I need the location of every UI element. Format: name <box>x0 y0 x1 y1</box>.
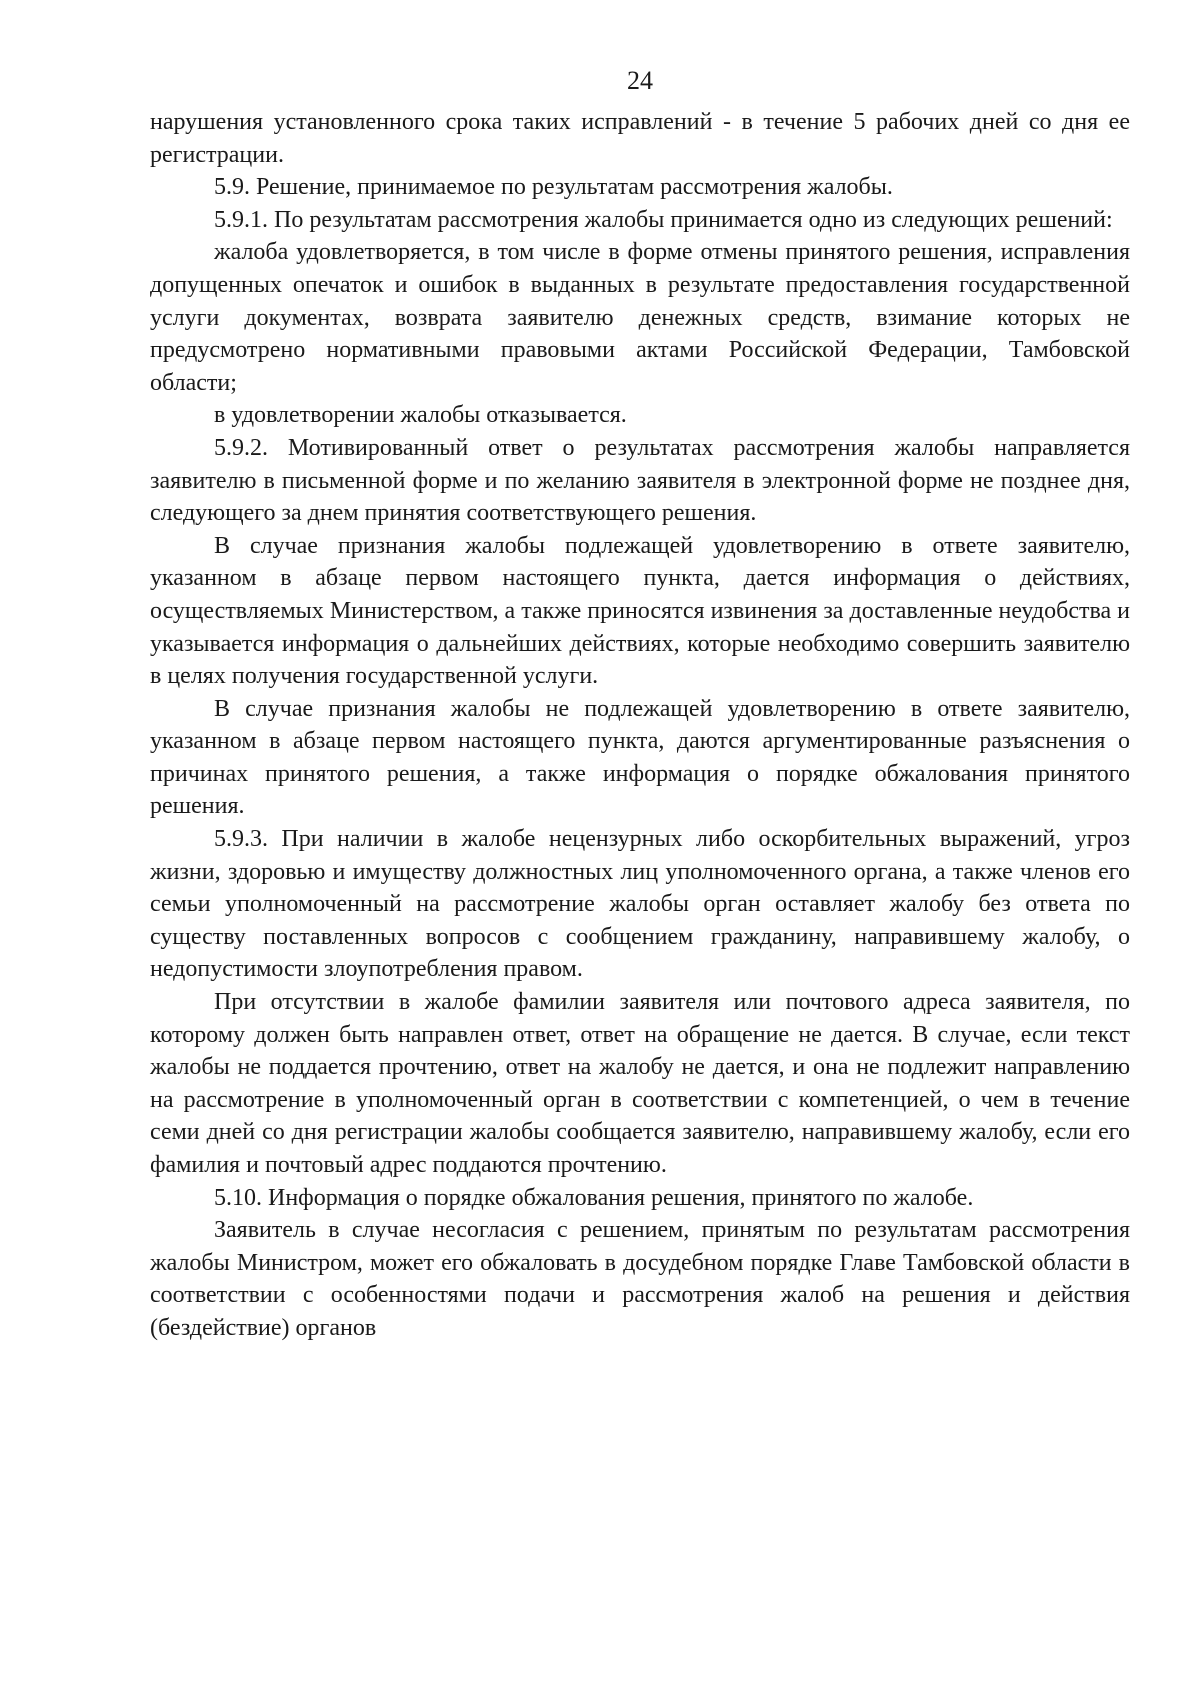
paragraph: в удовлетворении жалобы отказывается. <box>214 402 627 429</box>
paragraph: нарушения установленного срока таких исправлений - в течение 5 рабочих дней со дня ее регистрации. <box>150 109 1130 168</box>
paragraph: 5.9.2. Мотивированный ответ о результатах рассмотрения жалобы направляется заявителю в письменной форме и по желанию заявителя в электронной форме не позднее дня, следующего за днем принятия соответствующего решения. <box>150 434 1130 527</box>
paragraph: 5.9. Решение, принимаемое по результатам рассмотрения жалобы. <box>214 174 893 201</box>
page-number: 24 <box>627 66 653 95</box>
paragraph: Заявитель в случае несогласия с решением, принятым по результатам рассмотрения жалобы Министром, может его обжаловать в досудебном порядке Главе Тамбовской области в соответствии с особенностями подачи и рассмотрения жалоб на решения и действия (бездействие) органов <box>150 1217 1130 1341</box>
document-body <box>150 106 1130 1345</box>
paragraph: При отсутствии в жалобе фамилии заявителя или почтового адреса заявителя, по которому должен быть направлен ответ, ответ на обращение не дается. В случае, если текст жалобы не поддается прочтению, ответ на жалобу не дается, и она не подлежит направлению на рассмотрение в уполномоченный орган в соответствии с компетенцией, о чем в течение семи дней со дня регистрации жалобы сообщается заявителю, направившему жалобу, если его фамилия и почтовый адрес поддаются прочтению. <box>150 989 1130 1178</box>
paragraph: 5.9.1. По результатам рассмотрения жалобы принимается одно из следующих решений: <box>214 206 1113 233</box>
paragraph: 5.9.3. При наличии в жалобе нецензурных либо оскорбительных выражений, угроз жизни, здоровью и имуществу должностных лиц уполномоченного органа, а также членов его семьи уполномоченный на рассмотрение жалобы орган оставляет жалобу без ответа по существу поставленных вопросов с сообщением гражданину, направившему жалобу, о недопустимости злоупотребления правом. <box>150 826 1130 983</box>
paragraph: 5.10. Информация о порядке обжалования решения, принятого по жалобе. <box>214 1184 974 1211</box>
paragraph: жалоба удовлетворяется, в том числе в форме отмены принятого решения, исправления допущенных опечаток и ошибок в выданных в результате предоставления государственной услуги документах, возврата заявителю денежных средств, взимание которых не предусмотрено нормативными правовыми актами Российской Федерации, Тамбовской области; <box>150 239 1130 396</box>
paragraph: В случае признания жалобы не подлежащей удовлетворению в ответе заявителю, указанном в абзаце первом настоящего пункта, даются аргументированные разъяснения о причинах принятого решения, а также информация о порядке обжалования принятого решения. <box>150 695 1130 820</box>
paragraph: В случае признания жалобы подлежащей удовлетворению в ответе заявителю, указанном в абзаце первом настоящего пункта, дается информация о действиях, осуществляемых Министерством, а также приносятся извинения за доставленные неудобства и указывается информация о дальнейших действиях, которые необходимо совершить заявителю в целях получения государственной услуги. <box>150 532 1130 690</box>
